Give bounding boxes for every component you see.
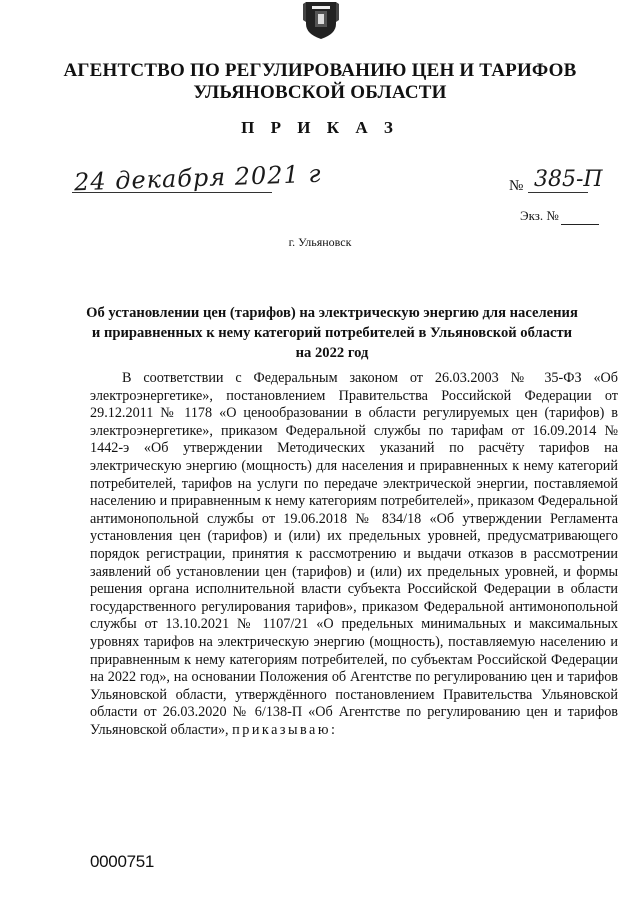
body-paragraph: В соответствии с Федеральным законом от 26.03.2003 № 35-ФЗ «Об электроэнергетике», постановлением Правительства Российской Федерации от 29.12.2011 № 1178 «О ценообразовании в области регулируемых цен (тарифов) в электроэнергетике», приказом Федеральной службы по тарифам от 16.09.2014 № 1442-э «Об утверждении Методических указаний по расчёту тарифов на электрическую энергию (мощность) для населения и приравненных к нему категорий потребителей, тарифов на услуги по передаче электрической энергии, поставляемой населению и приравненным к нему категориям потребителей», приказом Федеральной антимонопольной службы от 19.06.2018 № 834/18 «Об утверждении Регламента установления цен (тарифов) и (или) их предельных уровней, предусматривающего порядок регистрации, принятия к рассмотрению и выдачи отказов в рассмотрении заявлений об установлении цен (тарифов) и (или) их предельных уровней, и формы решения органа исполнительной власти субъекта Российской Федерации в области государственного регулирования тарифов», приказом Федеральной антимонопольной службы от 13.10.2021 № 1107/21 «О предельных минимальных и максимальных уровнях тарифов на электрическую энергию (мощность), поставляемую населению и приравненным к нему категориям потребителей, по субъектам Российской Федерации на 2022 год», на основании Положения об Агентстве по регулированию цен и тарифов Ульяновской области, утверждённого постановлением Правительства Ульяновской области от 26.03.2020 № 6/138-П «Об Агентстве по регулированию цен и тарифов Ульяновской области», (90, 370, 618, 738)
date-underline (72, 192, 272, 193)
order-title: П Р И К А З (241, 118, 399, 137)
subject-line2: и приравненных к нему категорий потребителей в Ульяновской области (91, 325, 573, 341)
subject-line3: на 2022 год (295, 345, 369, 361)
order-subject (60, 303, 604, 363)
document-code: 0000751 (90, 852, 155, 871)
agency-name-line2: УЛЬЯНОВСКОЙ ОБЛАСТИ (193, 82, 447, 103)
coat-of-arms-icon (303, 0, 339, 40)
closing-word: приказываю: (232, 721, 338, 738)
order-number-label: № (509, 178, 524, 194)
city: г. Ульяновск (288, 235, 352, 249)
copy-number (520, 208, 599, 225)
subject-line1: Об установлении цен (тарифов) на электрическую энергию для населения (86, 305, 578, 321)
order-date: 24 декабря 2021 г (73, 159, 323, 197)
order-number: 385-П (534, 167, 603, 192)
agency-name-line1: АГЕНТСТВО ПО РЕГУЛИРОВАНИЮ ЦЕН И ТАРИФОВ (63, 60, 577, 81)
number-underline (528, 192, 588, 193)
agency-name (0, 60, 640, 104)
copy-number-blank (561, 208, 599, 225)
order-body (90, 370, 618, 739)
copy-number-label: Экз. № (520, 208, 559, 223)
